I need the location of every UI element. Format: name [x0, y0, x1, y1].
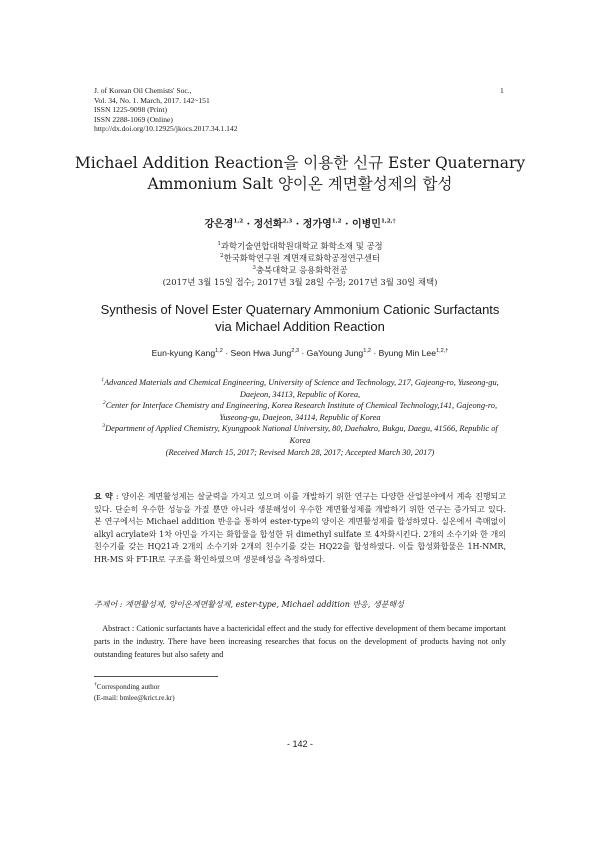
korean-affiliation — [60, 240, 540, 252]
keywords-label: 주제어 — [94, 600, 118, 609]
affiliation-text: Center for Interface Chemistry and Engineering, Korea Research Institute of Chemical Technology,141, Gajeong-ro, Yuseong-gu, Daejeon, 34114, Republic of Korea — [105, 401, 498, 422]
korean-author: 정가영 — [302, 219, 332, 230]
author-sup: 1,2 — [331, 218, 342, 225]
author-sup: 1,2,† — [435, 348, 449, 355]
author-separator: · — [292, 219, 303, 230]
affiliation-text: 과학기술연합대학원대학교 화학소재 및 공정 — [220, 241, 383, 251]
corresponding-author-label: Corresponding author — [96, 683, 160, 691]
author-separator: · — [222, 348, 231, 358]
english-affiliation — [100, 377, 500, 400]
affiliation-text: 한국화학연구원 계면재료화학공정연구센터 — [223, 253, 380, 263]
affiliation-sup: 3 — [102, 423, 106, 430]
keywords-colon: : — [117, 600, 125, 609]
affiliation-sup: 2 — [220, 253, 224, 260]
english-title — [60, 301, 540, 335]
english-author: GaYoung Jung — [306, 348, 364, 358]
author-sup: 1,2,† — [380, 218, 396, 225]
korean-title-line-1: Michael Addition Reaction을 이용한 신규 Ester Quaternary — [74, 154, 526, 172]
abstract-colon: : — [129, 624, 137, 633]
korean-title — [60, 153, 540, 195]
english-affiliation — [100, 423, 500, 446]
abstract-colon: : — [112, 492, 122, 501]
corresponding-author-note — [94, 682, 175, 693]
issn-print: ISSN 1225-9098 (Print) — [94, 105, 167, 115]
english-affiliation — [100, 400, 500, 423]
korean-title-line-2: Ammonium Salt 양이온 계면활성제의 합성 — [147, 175, 453, 193]
english-title-line-1: Synthesis of Novel Ester Quaternary Ammonium Cationic Surfactants — [100, 302, 500, 317]
affiliation-sup: 3 — [252, 265, 256, 272]
korean-author: 정선화 — [253, 219, 283, 230]
english-authors — [60, 348, 540, 358]
author-sup: 1,2 — [233, 218, 244, 225]
korean-abstract-label: 요 약 — [94, 491, 113, 501]
affiliation-text: Advanced Materials and Chemical Engineering, University of Science and Technology, 217, Gajeong-ro, Yuseong-gu, Daejeon, 34113, Republic of Korea, — [104, 378, 499, 399]
issn-online: ISSN 2288-1069 (Online) — [94, 114, 173, 124]
affiliation-text: 충북대학교 응용화학전공 — [255, 265, 348, 275]
korean-authors — [60, 215, 540, 230]
journal-volume: Vol. 34, No. 1. March, 2017. 142~151 — [94, 95, 210, 105]
affiliation-sup: 1 — [101, 377, 105, 384]
korean-abstract — [94, 490, 506, 567]
english-author: Eun-kyung Kang — [151, 348, 216, 358]
affiliation-sup: 1 — [217, 241, 221, 248]
english-abstract-text: Cationic surfactants have a bactericidal effect and the study for effective development of them became important parts in the industry. There have been increasing researches that focus on the development of products having not only outstanding features but also safety and — [94, 624, 507, 659]
dagger-mark: † — [94, 681, 97, 688]
author-sup: 2,3 — [282, 218, 293, 225]
korean-affiliation — [60, 264, 540, 276]
journal-header — [94, 86, 238, 134]
header-page-number: 1 — [500, 86, 504, 95]
corresponding-email[interactable]: (E-mail: bmlee@krict.re.kr) — [94, 693, 175, 702]
english-author: Byung Min Lee — [378, 348, 436, 358]
author-separator: · — [341, 219, 352, 230]
english-title-line-2: via Michael Addition Reaction — [215, 319, 385, 334]
korean-affiliations — [60, 240, 540, 288]
author-separator: · — [299, 348, 307, 358]
affiliation-text: Department of Applied Chemistry, Kyungpook National University, 80, Daehakro, Bukgu, Daegu, 41566, Republic of Korea — [105, 424, 498, 445]
author-sup: 1,2 — [215, 348, 223, 355]
korean-author: 이병민 — [351, 219, 381, 230]
footnote — [94, 682, 175, 703]
affiliation-sup: 2 — [102, 400, 106, 407]
korean-author: 강은경 — [204, 219, 234, 230]
english-author: Seon Hwa Jung — [230, 348, 292, 358]
keywords-text: 계면활성제, 양이온계면활성제, ester-type, Michael addition 반응, 생분해성 — [124, 600, 404, 609]
english-affiliations — [100, 377, 500, 458]
english-abstract — [94, 622, 506, 661]
footer-page-number: - 142 - — [286, 739, 313, 749]
english-abstract-label: Abstract — [102, 624, 130, 633]
author-sup: 1,2 — [363, 348, 371, 355]
korean-abstract-text: 양이온 계면활성제는 살균력을 가지고 있으며 이를 개발하기 위한 연구는 다양한 산업분야에서 계속 진행되고 있다. 단순히 우수한 성능을 가질 뿐만 아니라 생분해성이 우수한 계면활성제를 개발하기 위한 연구는 증가되고 있다. 본 연구에서는 Michael addition 반응을 통하여 ester-type의 양이온 계면활성제를 합성하였다. 실온에서 촉매없이 alkyl acrylate와 1차 아민을 가지는 화합물을 합성한 뒤 dimethyl sulfate 로 4차화시킨다. 2개의 소수기와 한 개의 친수기를 갖는 HQ21과 2개의 소수기와 2개의 친수기를 갖는 HQ22를 합성하였다. 이들 합성화합물은 1H-NMR, HR-MS 와 FT-IR로 구조를 확인하였으며 생분해성을 측정하였다. — [94, 492, 506, 564]
author-sup: 2,3 — [291, 348, 300, 355]
korean-dates: (2017년 3월 15일 접수; 2017년 3월 28일 수정; 2017년 3월 30일 채택) — [162, 277, 438, 287]
english-dates: (Received March 15, 2017; Revised March 28, 2017; Accepted March 30, 2017) — [165, 447, 435, 457]
journal-name: J. of Korean Oil Chemists' Soc., — [94, 86, 192, 95]
doi-link[interactable]: http://dx.doi.org/10.12925/jkocs.2017.34.1.142 — [94, 124, 238, 134]
author-separator: · — [243, 219, 254, 230]
footnote-divider — [94, 676, 218, 677]
korean-keywords — [94, 599, 506, 610]
author-separator: · — [371, 348, 379, 358]
korean-affiliation — [60, 252, 540, 264]
